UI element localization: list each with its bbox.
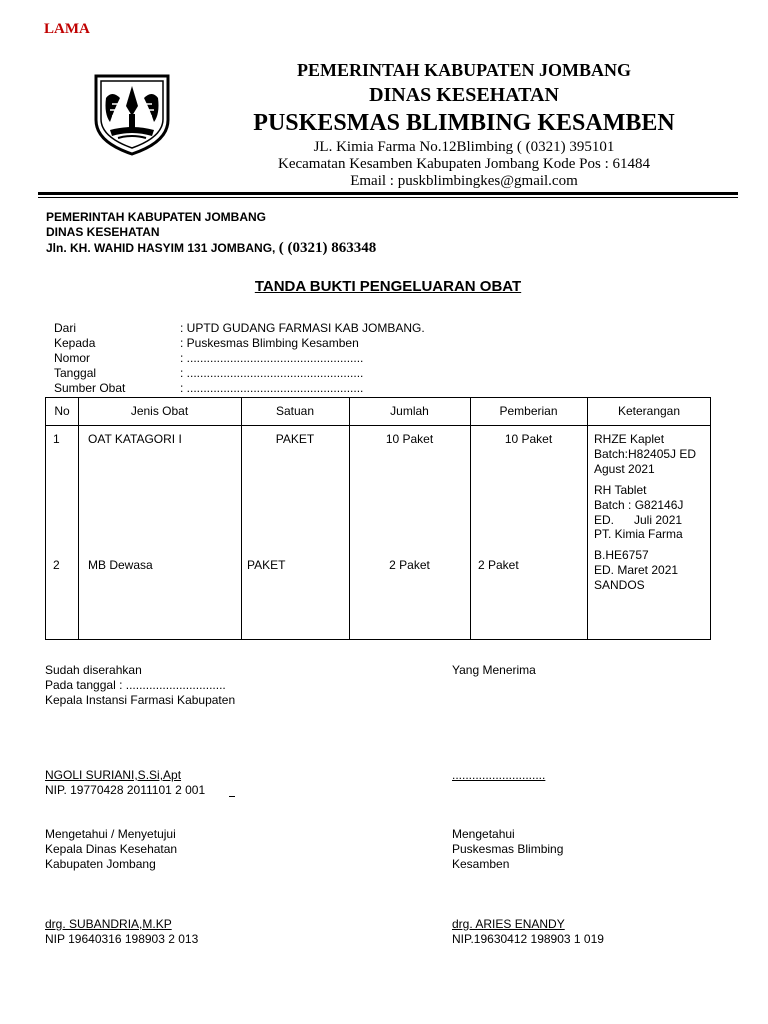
table-header-pemberian: Pemberian <box>499 404 558 418</box>
field-label-kepada: Kepada <box>54 336 96 350</box>
sign-right2-line: Mengetahui <box>452 827 515 841</box>
table-row-1-keterangan-line: Batch : G82146J <box>594 498 684 512</box>
field-value-nomor: : ..................................................... <box>180 351 364 365</box>
table-row-2-satuan: PAKET <box>247 558 286 572</box>
table-row-1-pemberian: 10 Paket <box>504 432 553 446</box>
table-row-1-keterangan-line: ED. Juli 2021 <box>594 513 683 527</box>
table-row-2-keterangan-line: ED. Maret 2021 <box>594 563 679 577</box>
table-row-2-no: 2 <box>53 558 60 572</box>
sign-left1-line: Pada tanggal : .............................. <box>45 678 226 692</box>
sign-right1-name: ............................ <box>452 768 546 782</box>
table-row-2-keterangan-line: B.HE6757 <box>594 548 649 562</box>
table-header-no: No <box>54 404 70 418</box>
header-address: Jln. KH. WAHID HASYIM 131 JOMBANG, <box>46 241 279 255</box>
sign-left1-name: NGOLI SURIANI,S.Si,Apt <box>45 768 182 782</box>
nip-underline-mark <box>229 796 235 797</box>
table-row-1-satuan: PAKET <box>275 432 315 446</box>
table-column-divider <box>78 398 79 639</box>
table-row-2-jenis: MB Dewasa <box>88 558 153 572</box>
letterhead-rule-thin <box>38 197 738 198</box>
table-row-1-keterangan-line: Agust 2021 <box>594 462 655 476</box>
table-header-satuan: Satuan <box>275 404 315 418</box>
sign-left2-line: Kepala Dinas Kesehatan <box>45 842 178 856</box>
table-row-1-keterangan-line: RHZE Kaplet <box>594 432 665 446</box>
letterhead-puskesmas-name: PUSKESMAS BLIMBING KESAMBEN <box>253 110 675 136</box>
sign-left2-nip: NIP 19640316 198903 2 013 <box>45 932 199 946</box>
table-row-1-keterangan-line: PT. Kimia Farma <box>594 527 683 541</box>
field-label-dari: Dari <box>54 321 77 335</box>
letterhead-rule-thick <box>38 192 738 195</box>
table-row-2-jumlah: 2 Paket <box>389 558 430 572</box>
sign-right2-line: Puskesmas Blimbing <box>452 842 564 856</box>
table-column-divider <box>587 398 588 639</box>
header-department: DINAS KESEHATAN <box>46 225 160 239</box>
letterhead-government: PEMERINTAH KABUPATEN JOMBANG <box>296 60 631 80</box>
document-title: TANDA BUKTI PENGELUARAN OBAT <box>254 278 522 295</box>
table-row-1-keterangan-line: RH Tablet <box>594 483 647 497</box>
header-address-line <box>46 240 376 257</box>
table-row-2-keterangan-line: SANDOS <box>594 578 645 592</box>
field-label-sumber-obat: Sumber Obat <box>54 381 126 395</box>
table-row-1-no: 1 <box>53 432 60 446</box>
letterhead-district: Kecamatan Kesamben Kabupaten Jombang Kode Pos : 61484 <box>278 156 650 172</box>
table-header-jumlah: Jumlah <box>390 404 429 418</box>
sign-right2-line: Kesamben <box>452 857 510 871</box>
table-row-1-jenis: OAT KATAGORI I <box>88 432 182 446</box>
field-value-dari: : UPTD GUDANG FARMASI KAB JOMBANG. <box>180 321 425 335</box>
table-header-jenis-obat: Jenis Obat <box>130 404 189 418</box>
letterhead-address: JL. Kimia Farma No.12Blimbing ( (0321) 395101 <box>313 139 615 155</box>
sign-left2-name: drg. SUBANDRIA,M.KP <box>45 917 172 931</box>
table-header-keterangan: Keterangan <box>617 404 681 418</box>
letterhead-department: DINAS KESEHATAN <box>369 84 559 106</box>
field-value-kepada: : Puskesmas Blimbing Kesamben <box>180 336 359 350</box>
regency-emblem-icon <box>88 70 176 156</box>
sign-left2-line: Kabupaten Jombang <box>45 857 156 871</box>
letterhead-email: Email : puskblimbingkes@gmail.com <box>350 173 578 189</box>
sign-left1-line: Sudah diserahkan <box>45 663 142 677</box>
sign-left1-line: Kepala Instansi Farmasi Kabupaten <box>45 693 236 707</box>
sign-right2-nip: NIP.19630412 198903 1 019 <box>452 932 604 946</box>
table-header-divider <box>46 425 710 426</box>
field-value-sumber-obat: : ..................................................... <box>180 381 364 395</box>
table-row-1-jumlah: 10 Paket <box>385 432 434 446</box>
table-row-2-pemberian: 2 Paket <box>478 558 519 572</box>
sign-right2-name: drg. ARIES ENANDY <box>452 917 565 931</box>
medicine-table <box>45 397 711 640</box>
sign-left2-line: Mengetahui / Menyetujui <box>45 827 176 841</box>
sign-right1-line: Yang Menerima <box>452 663 536 677</box>
header-phone: ( (0321) 863348 <box>278 240 377 256</box>
field-label-tanggal: Tanggal <box>54 366 97 380</box>
header-government: PEMERINTAH KABUPATEN JOMBANG <box>46 210 267 224</box>
field-label-nomor: Nomor <box>54 351 91 365</box>
sign-left1-nip: NIP. 19770428 2011101 2 001 <box>45 783 206 797</box>
table-row-1-keterangan-line: Batch:H82405J ED <box>594 447 697 461</box>
old-version-stamp: LAMA <box>44 21 90 37</box>
field-value-tanggal: : ..................................................... <box>180 366 364 380</box>
